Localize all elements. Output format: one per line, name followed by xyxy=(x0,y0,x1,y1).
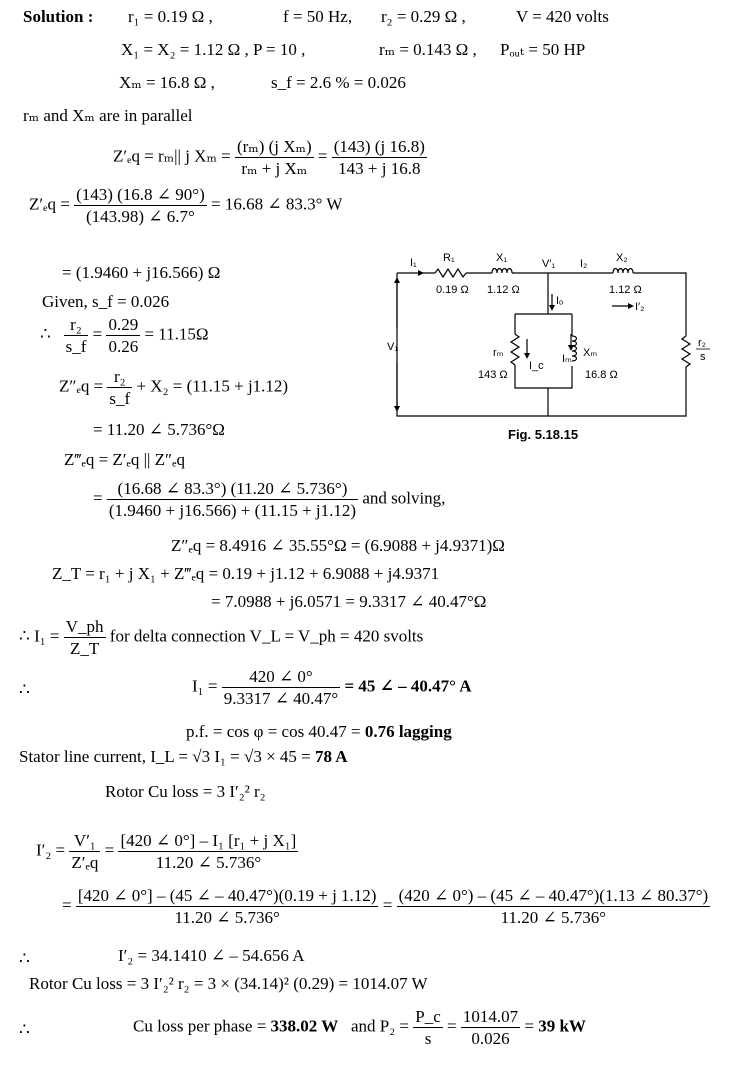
parallel-note: rₘ and Xₘ are in parallel xyxy=(23,106,193,125)
i2-result: I′₂ = 34.1410 ∠ – 54.656 A xyxy=(118,946,305,965)
x1-inductor xyxy=(492,269,512,274)
therefore-final: ∴ xyxy=(19,1020,30,1039)
label-x2-val: 1.12 Ω xyxy=(609,284,642,296)
given-xm: Xₘ = 16.8 Ω , xyxy=(119,73,215,92)
r2-over-sf: ∴ $\frac{\text{r₂}}{s\_f}$ = $\frac{0.29}{0.26}$ = 11.15Ω xyxy=(40,315,209,356)
i2-expanded: = $\frac{[420 \angle 0^\circ] - (45 \angle - 40.47^\circ)(0.19 + j 1.12)}{11.20 \angle 5.736^\circ}$ = $\frac{(420 \angle 0^\circ) - (45 \angle - 40.47^\circ)(1.13 \angle 80.37^\circ)}{11.20 \angle 5.736^\circ}$ xyxy=(62,886,709,927)
given-f: f = 50 Hz, xyxy=(283,7,353,26)
x2-inductor xyxy=(613,269,633,274)
label-r2s-den: s xyxy=(700,351,706,363)
label-i2-prime: I′₂ xyxy=(635,301,645,313)
label-r2s-num: r₂ xyxy=(698,337,706,349)
i1-calc: I₁ = $\frac{420 \angle 0^\circ}{9.3317 \angle 40.47^\circ}$ = 45 ∠ – 40.47° A xyxy=(192,667,472,708)
solve-equation: = $\frac{(16.68 \angle 83.3^\circ) (11.20 \angle 5.736^\circ)}{(1.9460 + j16.566) + (11.15 + j1.12)}$ and solving, xyxy=(93,479,446,520)
rotor-cu-loss-calc: Rotor Cu loss = 3 I′₂² r₂ = 3 × (34.14)² (0.29) = 1014.07 W xyxy=(29,974,428,993)
label-rm-val: 143 Ω xyxy=(478,369,508,381)
given-sf: s_f = 2.6 % = 0.026 xyxy=(271,73,406,92)
zeq2-frac: $\frac{(143) (16.8 \angle 90^\circ)}{(143.98) \angle 6.7^\circ}$ xyxy=(76,185,205,226)
given-pout: Pₒᵤₜ = 50 HP xyxy=(500,40,586,59)
stator-current: Stator line current, I_L = √3 I₁ = √3 × 45 = 78 A xyxy=(19,747,348,766)
solution-label: Solution : xyxy=(23,7,94,26)
rotor-cu-loss-def: Rotor Cu loss = 3 I′₂² r₂ xyxy=(105,782,266,801)
equivalent-circuit-diagram xyxy=(380,248,720,446)
label-x1-val: 1.12 Ω xyxy=(487,284,520,296)
label-rm: rₘ xyxy=(493,347,504,359)
zeq1-lhs: Z′ₑq xyxy=(113,146,140,166)
i1-definition: ∴ I₁ = $\frac{V\_ph}{Z\_T}$ for delta connection V_L = V_ph = 420 svolts xyxy=(19,617,424,658)
label-v1-prime: V′₁ xyxy=(542,258,556,270)
zt-line2: = 7.0988 + j6.0571 = 9.3317 ∠ 40.47°Ω xyxy=(211,592,487,611)
given-x1x2: X₁ = X₂ = 1.12 Ω , P = 10 , xyxy=(121,40,306,59)
figure-caption: Fig. 5.18.15 xyxy=(508,427,579,442)
label-im: Iₘ xyxy=(562,353,572,365)
given-r1: r₁ = 0.19 Ω , xyxy=(128,7,213,26)
label-i2: I₂ xyxy=(580,258,588,270)
label-xm-val: 16.8 Ω xyxy=(585,369,618,381)
label-x2: X₂ xyxy=(616,252,628,264)
zeq-result: Z″ₑq = 8.4916 ∠ 35.55°Ω = (6.9088 + j4.9371)Ω xyxy=(171,536,505,555)
label-ic: I_c xyxy=(529,360,544,372)
zeq1-frac2: $\frac{(143) (j 16.8)}{143 + j 16.8}$ xyxy=(333,137,425,178)
label-r1-val: 0.19 Ω xyxy=(436,284,469,296)
label-r1: R₁ xyxy=(443,252,455,264)
given-r2: r₂ = 0.29 Ω , xyxy=(381,7,466,26)
label-x1: X₁ xyxy=(496,252,508,264)
zeq-double-prime-polar: = 11.20 ∠ 5.736°Ω xyxy=(93,420,225,439)
zeq-rect: = (1.9460 + j16.566) Ω xyxy=(62,263,221,282)
label-xm: Xₘ xyxy=(583,347,598,359)
zt-line1: Z_T = r₁ + j X₁ + Z‴ₑq = 0.19 + j1.12 + 6.9088 + j4.9371 xyxy=(52,564,440,583)
r2-over-s-resistor xyxy=(682,336,690,367)
zeq1-frac1: $\frac{\text{(rₘ) (j Xₘ)}}{\text{rₘ + j Xₘ}}$ xyxy=(236,137,312,178)
given-rm: rₘ = 0.143 Ω , xyxy=(379,40,477,59)
given-sf-line: Given, s_f = 0.026 xyxy=(42,292,170,311)
zeq-double-prime: Z″ₑq = $\frac{\text{r₂}}{s\_f}$ + X₂ = (11.15 + j1.12) xyxy=(59,367,289,408)
therefore-i2: ∴ xyxy=(19,949,30,968)
therefore-i1: ∴ xyxy=(19,680,30,699)
label-v1: V₁ xyxy=(387,341,399,353)
zeq-triple-prime: Z‴ₑq = Z′ₑq || Z″ₑq xyxy=(64,450,186,469)
r1-resistor xyxy=(435,269,466,277)
i2-definition: I′₂ = $\frac{\text{V′₁}}{\text{Z′ₑq}}$ = $\frac{\text{[420 ∠ 0°] – I₁ [r₁ + j X₁]}}{11.20 \angle 5.736^\circ}$ xyxy=(36,831,297,872)
xm-inductor xyxy=(572,336,577,361)
label-io: Iₒ xyxy=(556,295,564,307)
zeq1-equation: Z′ₑq = rₘ|| j Xₘ = $\frac{\text{(rₘ) (j Xₘ)}}{\text{rₘ + j Xₘ}}$ = $\frac{(143) (j 16.8)}{143 + j 16.8}$ xyxy=(113,137,425,178)
final-line: Cu loss per phase = 338.02 W and P₂ = $\frac{P\_c}{s}$ = $\frac{1014.07}{0.026}$ = 39 kW xyxy=(133,1007,586,1048)
power-factor: p.f. = cos φ = cos 40.47 = 0.76 lagging xyxy=(186,722,452,741)
rm-resistor xyxy=(511,334,519,365)
zeq2-equation: Z′ₑq = $\frac{(143) (16.8 \angle 90^\circ)}{(143.98) \angle 6.7^\circ}$ = 16.68 ∠ 83.3° W xyxy=(29,185,343,226)
label-i1: I₁ xyxy=(410,257,417,269)
given-v: V = 420 volts xyxy=(516,7,609,26)
zeq1-mid: = rₘ|| j Xₘ = xyxy=(144,146,231,166)
